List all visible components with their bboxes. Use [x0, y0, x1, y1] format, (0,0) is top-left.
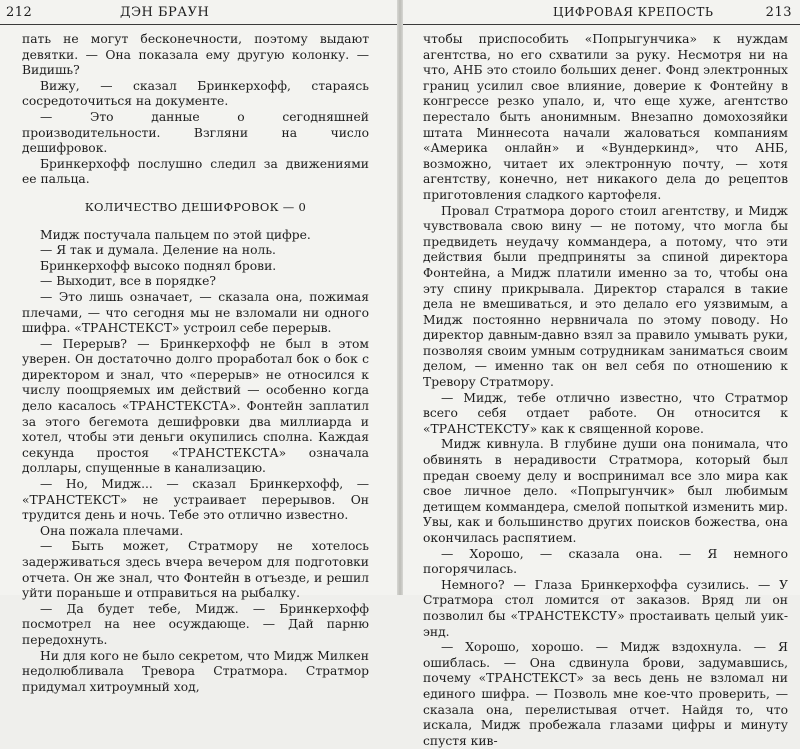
right-page: [403, 0, 800, 748]
screen-heading: КОЛИЧЕСТВО ДЕШИФРОВОК — 0: [84, 199, 307, 214]
paragraph: — Но, Мидж... — сказал Бринкерхофф, — «ТРАНСТЕКСТ» не устраивает перерывов. Он трудится день и ночь. Тебе это отлично известно.: [22, 477, 369, 523]
paragraph: Немного? — Глаза Бринкерхоффа сузились. — У Стратмора стол ломится от заказов. Вряд ли он позволил бы «ТРАНСТЕКСТУ» простаивать целый уик-энд.: [423, 577, 788, 639]
paragraph: — Быть может, Стратмору не хотелось задерживаться здесь вчера вечером для подготовки отчета. Он же знал, что Фонтейн в отъезде, и решил уйти пораньше и отправиться на рыбалку.: [22, 539, 369, 601]
paragraph: — Хорошо, — сказала она. — Я немного погорячилась.: [423, 546, 788, 577]
paragraph: — Перерыв? — Бринкерхофф не был в этом уверен. Он достаточно долго проработал бок о бок с директором и знал, что «перерыв» не относился к числу поощряемых им действий — особенно когда дело касалось «ТРАНСТЕКСТА». Фонтейн заплатил за этого бегемота дешифровки два миллиарда и хотел, чтобы эти деньги окупились сполна. Каждая секунда простоя «ТРАНСТЕКСТА» означала доллары, спущенные в канализацию.: [22, 336, 369, 476]
right-page-text: [423, 32, 788, 749]
left-page-text: [22, 32, 369, 695]
paragraph: Бринкерхофф послушно следил за движениями ее пальца.: [22, 156, 369, 187]
paragraph: чтобы приспособить «Попрыгунчика» к нуждам агентства, но его схватили за руку. Несмотря ни на что, АНБ это стоило больших денег. Фонд электронных границ усилил свое влияние, доверие к Фонтейну в конгрессе резко упало, и, что еще хуже, агентство перестало быть анонимным. Внезапно домохозяйки штата Миннесота начали жаловаться компаниям «Америка онлайн» и «Вундеркинд», что АНБ, возможно, читает их электронную почту, — хотя агентству, конечно, нет никакого дела до рецептов приготовления сладкого картофеля.: [423, 32, 788, 202]
paragraph: Мидж постучала пальцем по этой цифре.: [40, 227, 311, 242]
paragraph: — Это лишь означает, — сказала она, пожимая плечами, — что сегодня мы не взломали ни одного шифра. «ТРАНСТЕКСТ» устроил себе перерыв.: [22, 289, 369, 336]
paragraph: Вижу, — сказал Бринкерхофф, стараясь сосредоточиться на документе.: [22, 78, 369, 109]
paragraph: — Мидж, тебе отлично известно, что Стратмор всего себя отдает работе. Он относится к «ТРАНСТЕКСТУ» как к священной корове.: [423, 390, 788, 436]
paragraph: — Я так и думала. Деление на ноль.: [40, 243, 276, 258]
right-page-number: 213: [765, 5, 792, 20]
right-running-head: [403, 0, 800, 25]
paragraph: Мидж кивнула. В глубине души она понимала, что обвинять в нерадивости Стратмора, который был предан своему делу и воспринимал все зло мира как свое личное дело. «Попрыгунчик» был любимым детищем коммандера, смелой попыткой изменить мир. Увы, как и большинство других поисков божества, она окончилась распятием.: [423, 437, 788, 545]
paragraph: пать не могут бесконечности, поэтому выдают девятки. — Она показала ему другую колонку. — Видишь?: [22, 32, 369, 78]
paragraph: — Выходит, все в порядке?: [40, 274, 216, 289]
left-page: [0, 0, 397, 694]
left-running-title: ДЭН БРАУН: [120, 5, 210, 20]
left-running-head: [0, 0, 397, 25]
paragraph: — Хорошо, хорошо. — Мидж вздохнула. — Я ошиблась. — Она сдвинула брови, задумавшись, почему «ТРАНСТЕКСТ» за весь день не взломал ни единого шифра. — Позволь мне кое-что проверить, — сказала она, перелистывая отчет. Найдя то, что искала, Мидж пробежала глазами цифры и минуту спустя кив-: [423, 640, 788, 748]
paragraph: Она пожала плечами.: [40, 523, 184, 538]
paragraph: Ни для кого не было секретом, что Мидж Милкен недолюбливала Тревора Стратмора. Стратмор придумал хитроумный ход,: [22, 648, 369, 694]
right-running-title: ЦИФРОВАЯ КРЕПОСТЬ: [553, 5, 714, 19]
paragraph: — Да будет тебе, Мидж. — Бринкерхофф посмотрел на нее осуждающе. — Дай парню передохнуть.: [22, 601, 369, 647]
paragraph: Провал Стратмора дорого стоил агентству, и Мидж чувствовала свою вину — не потому, что могла бы предвидеть неудачу коммандера, а потому, что эти действия были предприняты за спиной директора Фонтейна, а Мидж платили именно за то, чтобы она эту спину прикрывала. Директор старался в такие дела не вмешиваться, и это делало его уязвимым, а Мидж постоянно нервничала по этому поводу. Но директор давным-давно взял за правило умывать руки, позволяя своим умным сотрудникам заниматься своим делом, — именно так он вел себя по отношению к Тревору Стратмору.: [423, 203, 788, 390]
paragraph: Бринкерхофф высоко поднял брови.: [40, 258, 277, 273]
left-page-number: 212: [6, 5, 33, 20]
paragraph: — Это данные о сегодняшней производительности. Взгляни на число дешифровок.: [22, 109, 369, 156]
